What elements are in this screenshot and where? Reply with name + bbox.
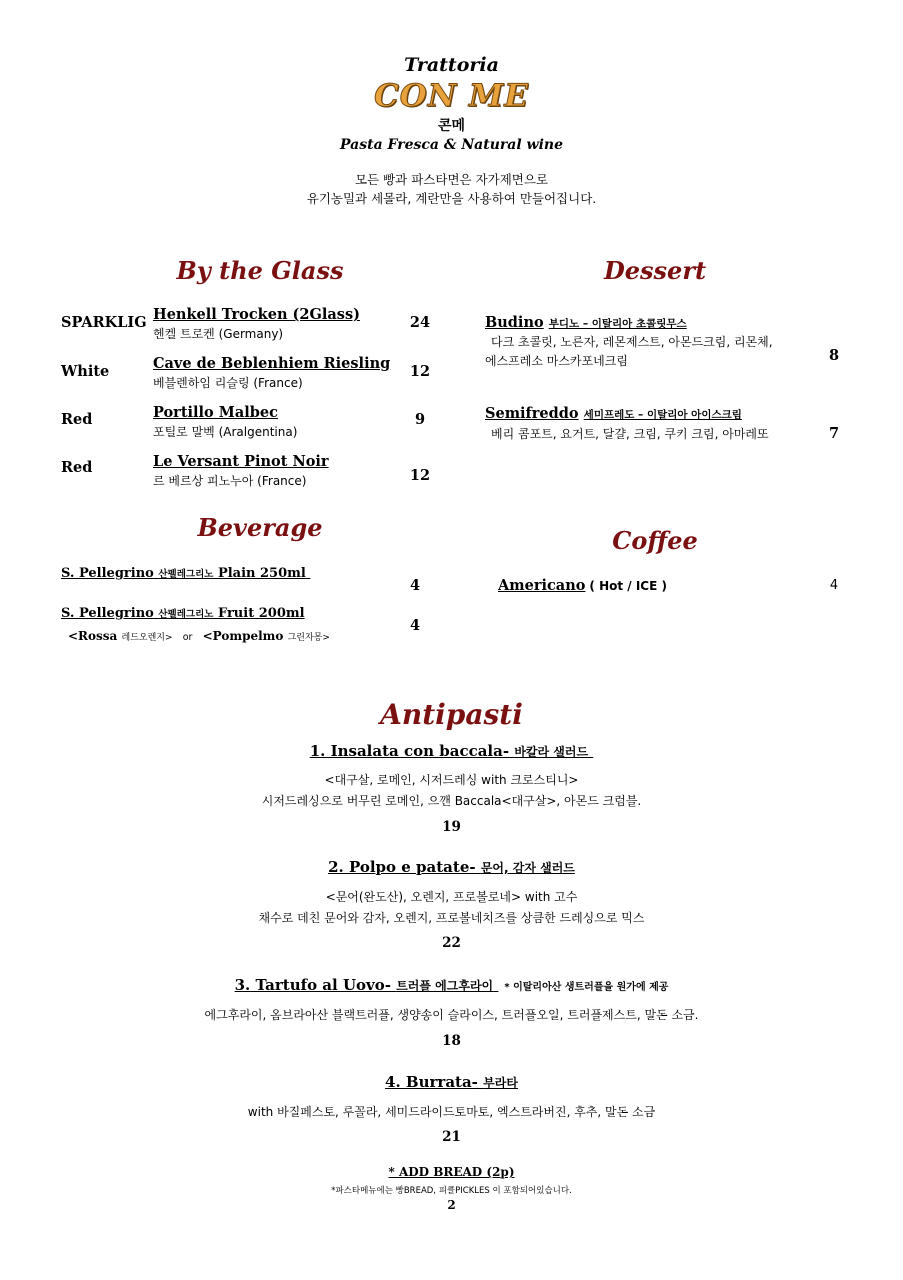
antipasti-note: * 이탈리아산 생트러플을 원가에 제공 (504, 982, 669, 993)
wine-subtitle: 르 베르상 피노누아 (France) (153, 474, 307, 488)
antipasti-price: 19 (442, 819, 461, 835)
dessert-name (485, 314, 687, 331)
dessert-price: 7 (828, 425, 840, 442)
antipasti-price: 22 (442, 935, 461, 951)
beverage-korean: 산펠레그리노 (158, 609, 214, 620)
beverage-name-text: S. Pellegrino (61, 606, 154, 621)
antipasti-korean: 문어, 감자 샐러드 (480, 861, 575, 875)
wine-price: 9 (414, 411, 426, 428)
dessert-name (485, 405, 742, 422)
wine-price: 12 (409, 467, 431, 484)
option-pompelmo-korean: 그린자몽> (287, 633, 330, 643)
antipasti-desc: 에그후라이, 옴브라아산 블랙트러플, 생양송이 슬라이스, 트러플오일, 트러플제스트, 말돈 소금. (204, 1008, 699, 1022)
wine-price: 24 (409, 314, 431, 331)
antipasti-item-name (0, 1073, 903, 1091)
antipasti-desc: with 바질페스토, 루꼴라, 세미드라이드토마토, 엑스트라버진, 후추, 말돈 소금 (247, 1105, 656, 1119)
antipasti-name-text: 3. Tartufo al Uovo- (234, 976, 391, 994)
tagline: Pasta Fresca & Natural wine (340, 137, 563, 153)
antipasti-desc: 시저드레싱으로 버무린 로메인, 으깬 Baccala<대구살>, 아몬드 크럼블. (261, 794, 642, 808)
coffee-name: Americano (498, 577, 586, 594)
option-pompelmo: <Pompelmo (202, 629, 284, 643)
wine-subtitle: 베블렌하임 리슬링 (France) (153, 376, 303, 390)
brand-korean: 콘메 (437, 118, 466, 134)
option-rossa: <Rossa (68, 629, 118, 643)
antipasti-price: 18 (442, 1033, 461, 1049)
dessert-korean: 부디노 – 이탈리아 초콜릿무스 (548, 318, 687, 330)
antipasti-name-text: 1. Insalata con baccala- (309, 742, 510, 760)
wine-type: White (61, 363, 110, 380)
wine-name: Le Versant Pinot Noir (153, 453, 329, 470)
wine-name: Cave de Beblenhiem Riesling (153, 355, 391, 372)
antipasti-desc: 채수로 데친 문어와 감자, 오렌지, 프로볼네치즈를 상큼한 드레싱으로 믹스 (258, 911, 645, 925)
dessert-desc: 다크 초콜릿, 노른자, 레몬제스트, 아몬드크림, 리몬체, (491, 335, 773, 349)
option-rossa-korean: 레드오렌지> (121, 633, 173, 643)
beverage-price: 4 (409, 617, 421, 634)
beverage-name-text: S. Pellegrino (61, 566, 154, 581)
intro-text-line2: 유기농밀과 세몰라, 계란만을 사용하여 만들어집니다. (306, 191, 597, 206)
beverage-name (61, 566, 310, 581)
wine-name: Henkell Trocken (2Glass) (153, 306, 360, 323)
wine-type: SPARKLIG (61, 314, 147, 331)
beverage-detail: Fruit 200ml (217, 606, 305, 621)
wine-type: Red (61, 411, 93, 428)
antipasti-desc: <대구살, 로메인, 시저드레싱 with 크로스티니> (324, 773, 579, 787)
dessert-price: 8 (828, 347, 840, 364)
beverage-price: 4 (409, 577, 421, 594)
beverage-korean: 산펠레그리노 (158, 569, 214, 580)
antipasti-item-name (0, 742, 903, 760)
antipasti-name-text: 4. Burrata- (385, 1073, 478, 1091)
add-bread-note: * ADD BREAD (2p) (388, 1165, 515, 1179)
beverage-options (68, 629, 330, 643)
antipasti-item-name (0, 858, 903, 876)
dessert-desc: 에스프레소 마스카포네크림 (485, 354, 628, 368)
intro-text-line1: 모든 빵과 파스타면은 자가제면으로 (354, 172, 549, 187)
antipasti-item-name (0, 976, 903, 994)
antipasti-korean: 부라타 (483, 1076, 518, 1090)
section-title-beverage: Beverage (197, 513, 323, 542)
coffee-item (498, 577, 667, 594)
option-or: or (182, 632, 193, 643)
brand-name: Trattoria (404, 54, 499, 76)
coffee-price: 4 (829, 578, 839, 593)
beverage-detail: Plain 250ml (217, 566, 306, 581)
wine-subtitle: 포틸로 말벡 (Aralgentina) (153, 425, 298, 439)
antipasti-price: 21 (442, 1129, 461, 1145)
beverage-name (61, 606, 305, 621)
coffee-options: ( Hot / ICE ) (589, 579, 667, 593)
section-title-coffee: Coffee (612, 526, 698, 555)
logo: CON ME (374, 78, 529, 114)
wine-name: Portillo Malbec (153, 404, 278, 421)
page-number: 2 (447, 1198, 456, 1212)
pasta-menu-note: *파스타메뉴에는 빵BREAD, 피클PICKLES 이 포함되어있습니다. (331, 1186, 572, 1196)
wine-type: Red (61, 459, 93, 476)
antipasti-korean: 바칼라 샐러드 (514, 745, 589, 759)
section-title-by-the-glass: By the Glass (176, 256, 344, 285)
dessert-desc: 베리 콤포트, 요거트, 달걀, 크림, 쿠키 크림, 아마레또 (491, 427, 769, 441)
wine-subtitle: 헨켈 트로켄 (Germany) (153, 327, 284, 341)
section-title-dessert: Dessert (603, 256, 707, 285)
antipasti-desc: <문어(완도산), 오렌지, 프로볼로네> with 고수 (325, 890, 578, 904)
dessert-korean: 세미프레도 – 이탈리아 아이스크림 (583, 409, 742, 421)
dessert-name-text: Semifreddo (485, 405, 579, 422)
antipasti-korean: 트러플 에그후라이 (396, 979, 494, 993)
antipasti-name-text: 2. Polpo e patate- (328, 858, 476, 876)
section-title-antipasti: Antipasti (380, 698, 523, 731)
wine-price: 12 (409, 363, 431, 380)
dessert-name-text: Budino (485, 314, 544, 331)
